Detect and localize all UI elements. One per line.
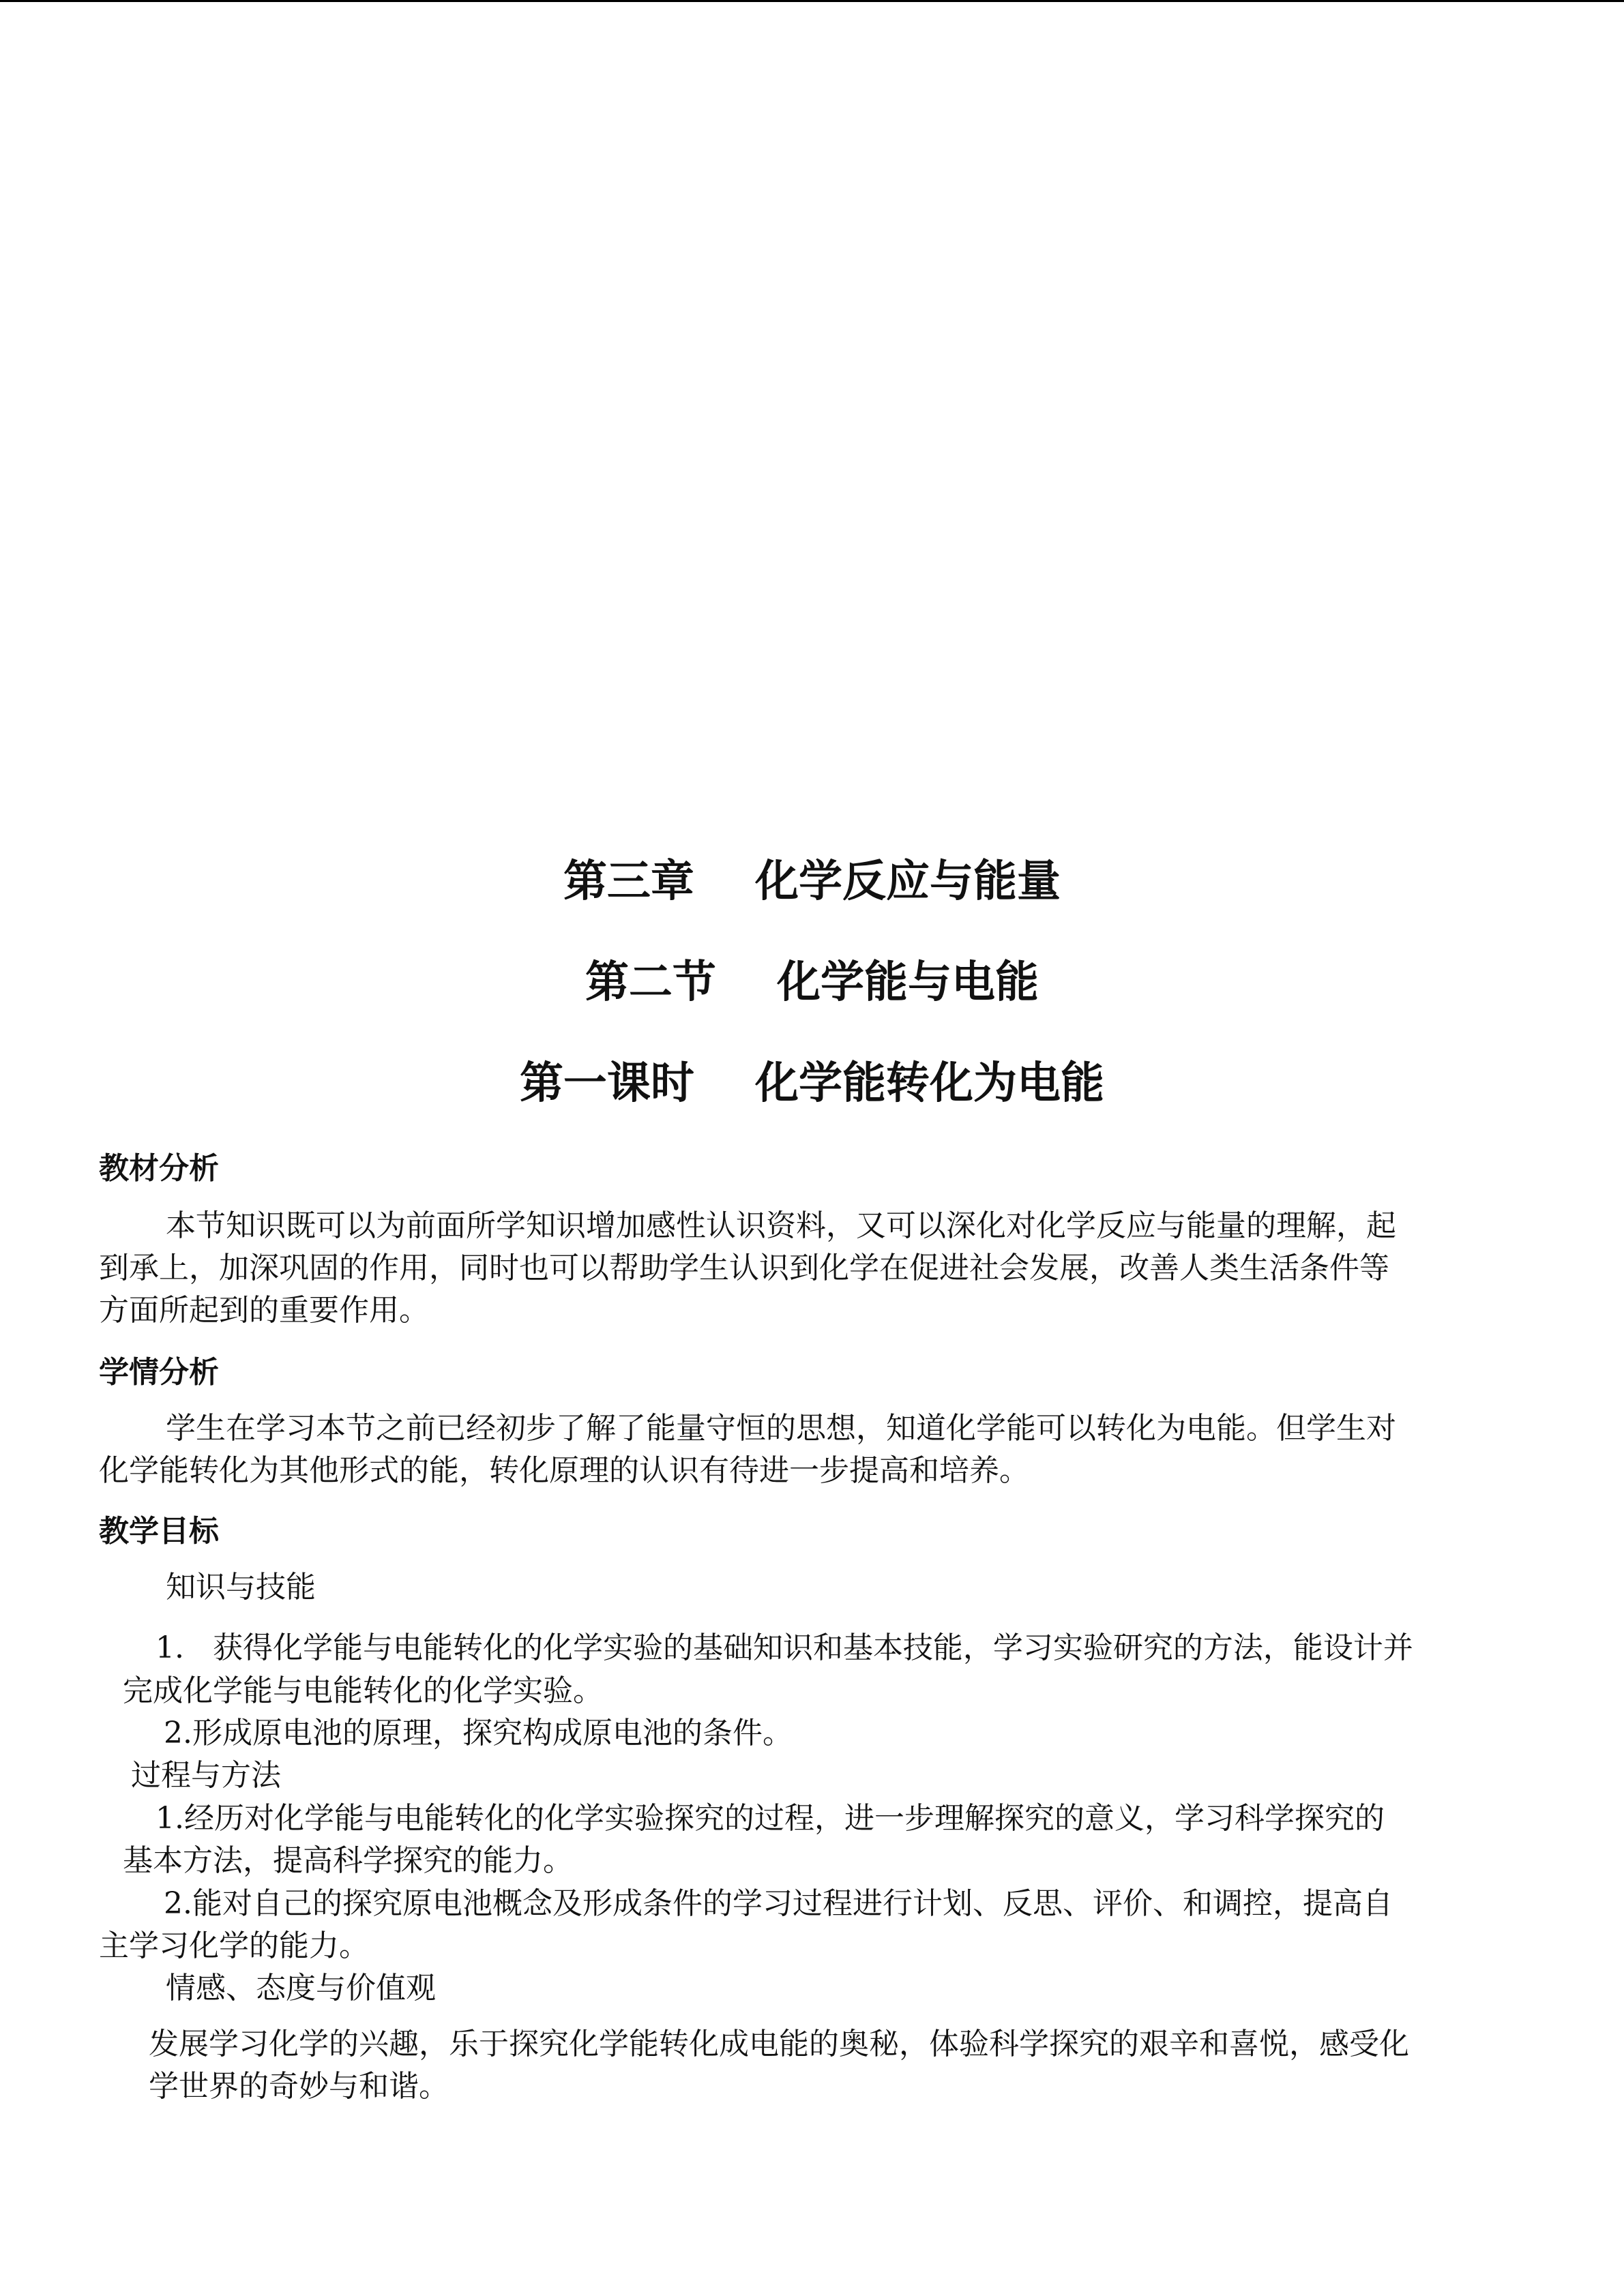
knowledge-item-1-line-2: 完成化学能与电能转化的化学实验。: [123, 1673, 603, 1708]
textbook-analysis-line-3: 方面所起到的重要作用。: [99, 1293, 429, 1328]
process-item-1-line-2: 基本方法，提高科学探究的能力。: [123, 1843, 573, 1878]
section-title: 第二节 化学能与电能: [585, 957, 1039, 1008]
lesson-title: 第一课时 化学能转化为电能: [519, 1058, 1105, 1109]
student-analysis-heading: 学情分析: [99, 1355, 219, 1390]
process-item-2-line-2: 主学习化学的能力。: [99, 1928, 369, 1963]
emotion-attitude-values-label: 情感、态度与价值观: [166, 1971, 436, 2006]
knowledge-skills-label: 知识与技能: [166, 1570, 316, 1605]
student-analysis-line-1: 学生在学习本节之前已经初步了解了能量守恒的思想，知道化学能可以转化为电能。但学生对: [166, 1411, 1396, 1446]
teaching-goals-heading: 教学目标: [99, 1514, 219, 1549]
process-item-1-line-1: 1.经历对化学能与电能转化的化学实验探究的过程，进一步理解探究的意义，学习科学探究的: [156, 1801, 1385, 1836]
knowledge-item-2: 2.形成原电池的原理，探究构成原电池的条件。: [164, 1716, 793, 1750]
textbook-analysis-heading: 教材分析: [99, 1151, 219, 1186]
emotion-line-2: 学世界的奇妙与和谐。: [149, 2069, 449, 2104]
top-border-line: [0, 0, 1624, 2]
student-analysis-line-2: 化学能转化为其他形式的能，转化原理的认识有待进一步提高和培养。: [99, 1453, 1029, 1488]
textbook-analysis-line-1: 本节知识既可以为前面所学知识增加感性认识资料，又可以深化对化学反应与能量的理解，起: [166, 1208, 1396, 1243]
knowledge-item-1-line-1: 1. 获得化学能与电能转化的化学实验的基础知识和基本技能，学习实验研究的方法，能设计并: [156, 1630, 1413, 1665]
chapter-title: 第三章 化学反应与能量: [563, 856, 1061, 907]
process-item-2-line-1: 2.能对自己的探究原电池概念及形成条件的学习过程进行计划、反思、评价、和调控，提高自: [164, 1886, 1393, 1921]
textbook-analysis-line-2: 到承上，加深巩固的作用，同时也可以帮助学生认识到化学在促进社会发展，改善人类生活条件等: [99, 1251, 1389, 1285]
process-methods-label: 过程与方法: [131, 1758, 281, 1793]
emotion-line-1: 发展学习化学的兴趣，乐于探究化学能转化成电能的奥秘，体验科学探究的艰辛和喜悦，感受化: [149, 2027, 1409, 2061]
